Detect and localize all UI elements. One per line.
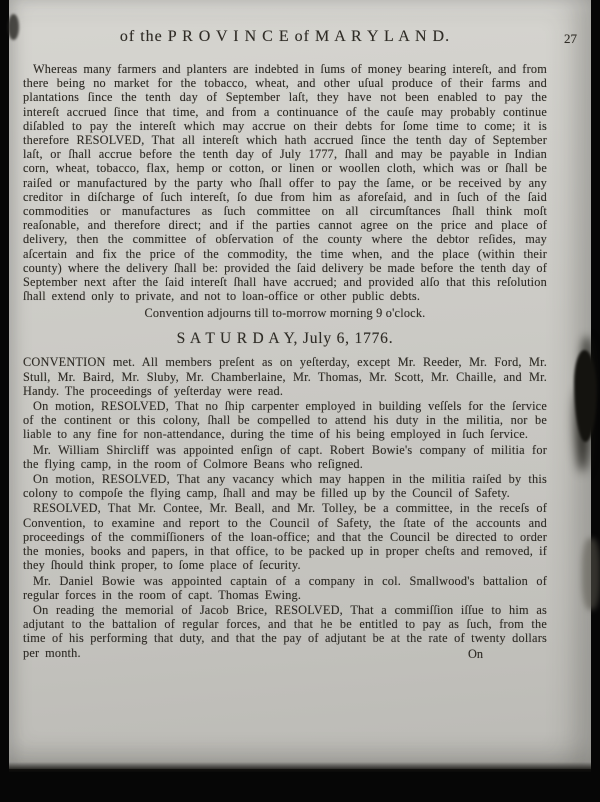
paragraph-ship-carpenter: On motion, RESOLVED, That no ſhip carpenter employed in building veſſels for the ſervice of the continent or this colony, ſhall be compelled to attend his duty in the militia, nor be liable to any fine for non-attendance, during the time of his being employed in ſuch ſervice.: [23, 399, 547, 442]
paragraph-contee-committee: RESOLVED, That Mr. Contee, Mr. Beall, and Mr. Tolley, be a committee, in the receſs of Convention, to examine and report to the Council of Safety, the ſtate of the accounts and proceedings of the commiſſioners of the loan-office; and that the Council be directed to order the monies, books and papers, in that office, to be packed up in proper cheſts and removed, if they ſhould think proper, to ſome place of ſecurity.: [23, 501, 547, 573]
page-number: 27: [564, 31, 577, 46]
catchword: On: [467, 646, 483, 661]
paragraph-convention-met: CONVENTION met. All members preſent as on yeſterday, except Mr. Reeder, Mr. Ford, Mr. Stull, Mr. Baird, Mr. Sluby, Mr. Chamberlaine, Mr. Thomas, Mr. Scott, Mr. Chaille, and Mr. Handy. The proceedings of yeſterday were read.: [23, 355, 547, 398]
paragraph-shircliff: Mr. William Shircliff was appointed enſign of capt. Robert Bowie's company of militia for the flying camp, in the room of Colmore Beans who reſigned.: [23, 442, 547, 471]
running-header: [23, 28, 577, 54]
adjournment-line: Convention adjourns till to-morrow morning 9 o'clock.: [144, 306, 426, 321]
paragraph-vacancy: On motion, RESOLVED, That any vacancy which may happen in the militia raiſed by this colony to compoſe the flying camp, ſhall and may be filled up by the Council of Safety.: [23, 472, 547, 501]
paragraph-jacob-brice: On reading the memorial of Jacob Brice, RESOLVED, That a commiſſion iſſue to him as adjutant to the battalion of regular forces, and that he be entitled to pay as ſuch, from the time of his performing that duty, and that the pay of adjutant be at the rate of twenty dollars per month.: [23, 602, 547, 660]
page-title: of the P R O V I N C E of M A R Y L A N D.: [119, 28, 451, 45]
scanned-page: [9, 0, 591, 769]
section-heading-date: S A T U R D A Y, July 6, 1776.: [176, 330, 394, 348]
paragraph-preamble: Whereas many farmers and planters are indebted in ſums of money bearing intereſt, and from there being no market for the tobacco, wheat, and other uſual produce of their farms and plantations ſince the tenth day of September laſt, they have not been enabled to pay the intereſt accrued ſince that time, and from a continuance of the cauſe may probably continue diſabled to pay the intereſt which may accrue on their debts for ſome time to come; it is therefore RESOLVED, That all intereſt which hath accrued ſince the tenth day of September laſt, or ſhall accrue before the tenth day of July 1777, ſhall and may be payable in Indian corn, wheat, tobacco, flax, hemp or cotton, or linen or woollen cloth, which was or ſhall be raiſed or manufactured by the party who ſhall offer to pay the ſame, or be received by any creditor in diſcharge of ſuch intereſt, ſo due from him as aforeſaid, and in ſuch of the ſaid commodities or manufactures as ſuch committee on all circumſtances ſhall think moſt reaſonable, and therefore direct; and if the parties cannot agree on the price and place of delivery, then the committee of obſervation of the county where the debtor reſides, may aſcertain and fix the price of the commodity, the time when, and the place (within their county) where the delivery ſhall be: provided the ſaid delivery be made before the tenth day of September next after the ſaid intereſt ſhall have accrued; and provided alſo that this reſolution ſhall extend only to private, and not to loan-office or other public debts.: [23, 62, 547, 304]
page-content: [23, 28, 577, 662]
paragraph-daniel-bowie: Mr. Daniel Bowie was appointed captain of a company in col. Smallwood's battalion of regular forces in the room of capt. Thomas Ewing.: [23, 573, 547, 602]
